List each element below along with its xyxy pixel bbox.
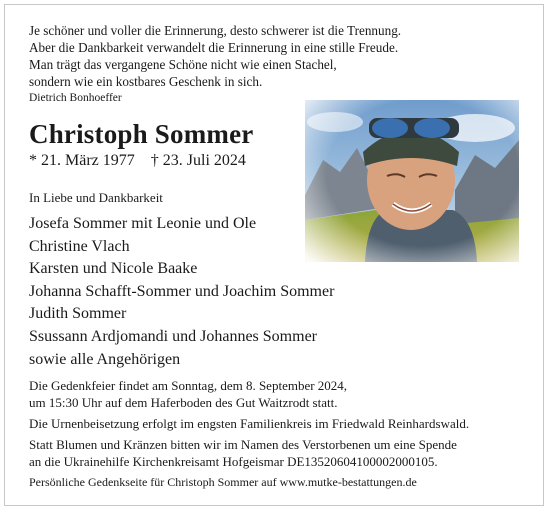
notice-line: Die Urnenbeisetzung erfolgt im engsten Familienkreis im Friedwald Reinhardswald. (29, 416, 470, 431)
quote-line: Aber die Dankbarkeit verwandelt die Erinnerung in eine stille Freude. (29, 40, 399, 55)
mourners-list (29, 213, 334, 371)
deceased-name: Christoph Sommer (29, 119, 254, 149)
notice-line: Die Gedenkfeier findet am Sonntag, dem 8. September 2024, (29, 378, 348, 393)
notice-line: Statt Blumen und Kränzen bitten wir im Namen des Verstorbenen um eine Spende (29, 437, 457, 452)
mourner-entry: Karsten und Nicole Baake (29, 260, 198, 278)
memorial-page-link[interactable]: Persönliche Gedenkseite für Christoph Sommer auf www.mutke-bestattungen.de (29, 475, 417, 489)
mourner-entry: Ssussann Ardjomandi und Johannes Sommer (29, 327, 317, 345)
quote-line: sondern wie ein kostbares Geschenk in sich. (29, 74, 263, 89)
notice-line: an die Ukrainehilfe Kirchenkreisamt Hofgeismar DE13520604100002000105. (29, 454, 438, 469)
mourner-entry: Johanna Schafft-Sommer und Joachim Sommer (29, 282, 335, 300)
quote-author: Dietrich Bonhoeffer (29, 92, 122, 104)
donation-notice (29, 436, 469, 470)
mourners-intro: In Liebe und Dankbarkeit (29, 190, 163, 205)
life-dates (29, 152, 246, 170)
notice-line: um 15:30 Uhr auf dem Haferboden des Gut Waitzrodt statt. (29, 395, 338, 410)
quote-line: Man trägt das vergangene Schöne nicht wie einen Stachel, (29, 57, 337, 72)
death-date: † 23. Juli 2024 (150, 152, 246, 169)
mourner-entry: Christine Vlach (29, 237, 130, 255)
bonhoeffer-quote (29, 22, 401, 106)
mourner-entry: sowie alle Angehörigen (29, 350, 181, 368)
mourner-entry: Judith Sommer (29, 305, 127, 323)
funeral-notice (29, 377, 469, 474)
quote-line: Je schöner und voller die Erinnerung, desto schwerer ist die Trennung. (29, 23, 402, 38)
portrait-photo (305, 100, 519, 262)
burial-notice (29, 415, 469, 432)
birth-date: * 21. März 1977 (29, 152, 135, 169)
mourner-entry: Josefa Sommer mit Leonie und Ole (29, 215, 257, 232)
memorial-service-notice (29, 377, 469, 411)
